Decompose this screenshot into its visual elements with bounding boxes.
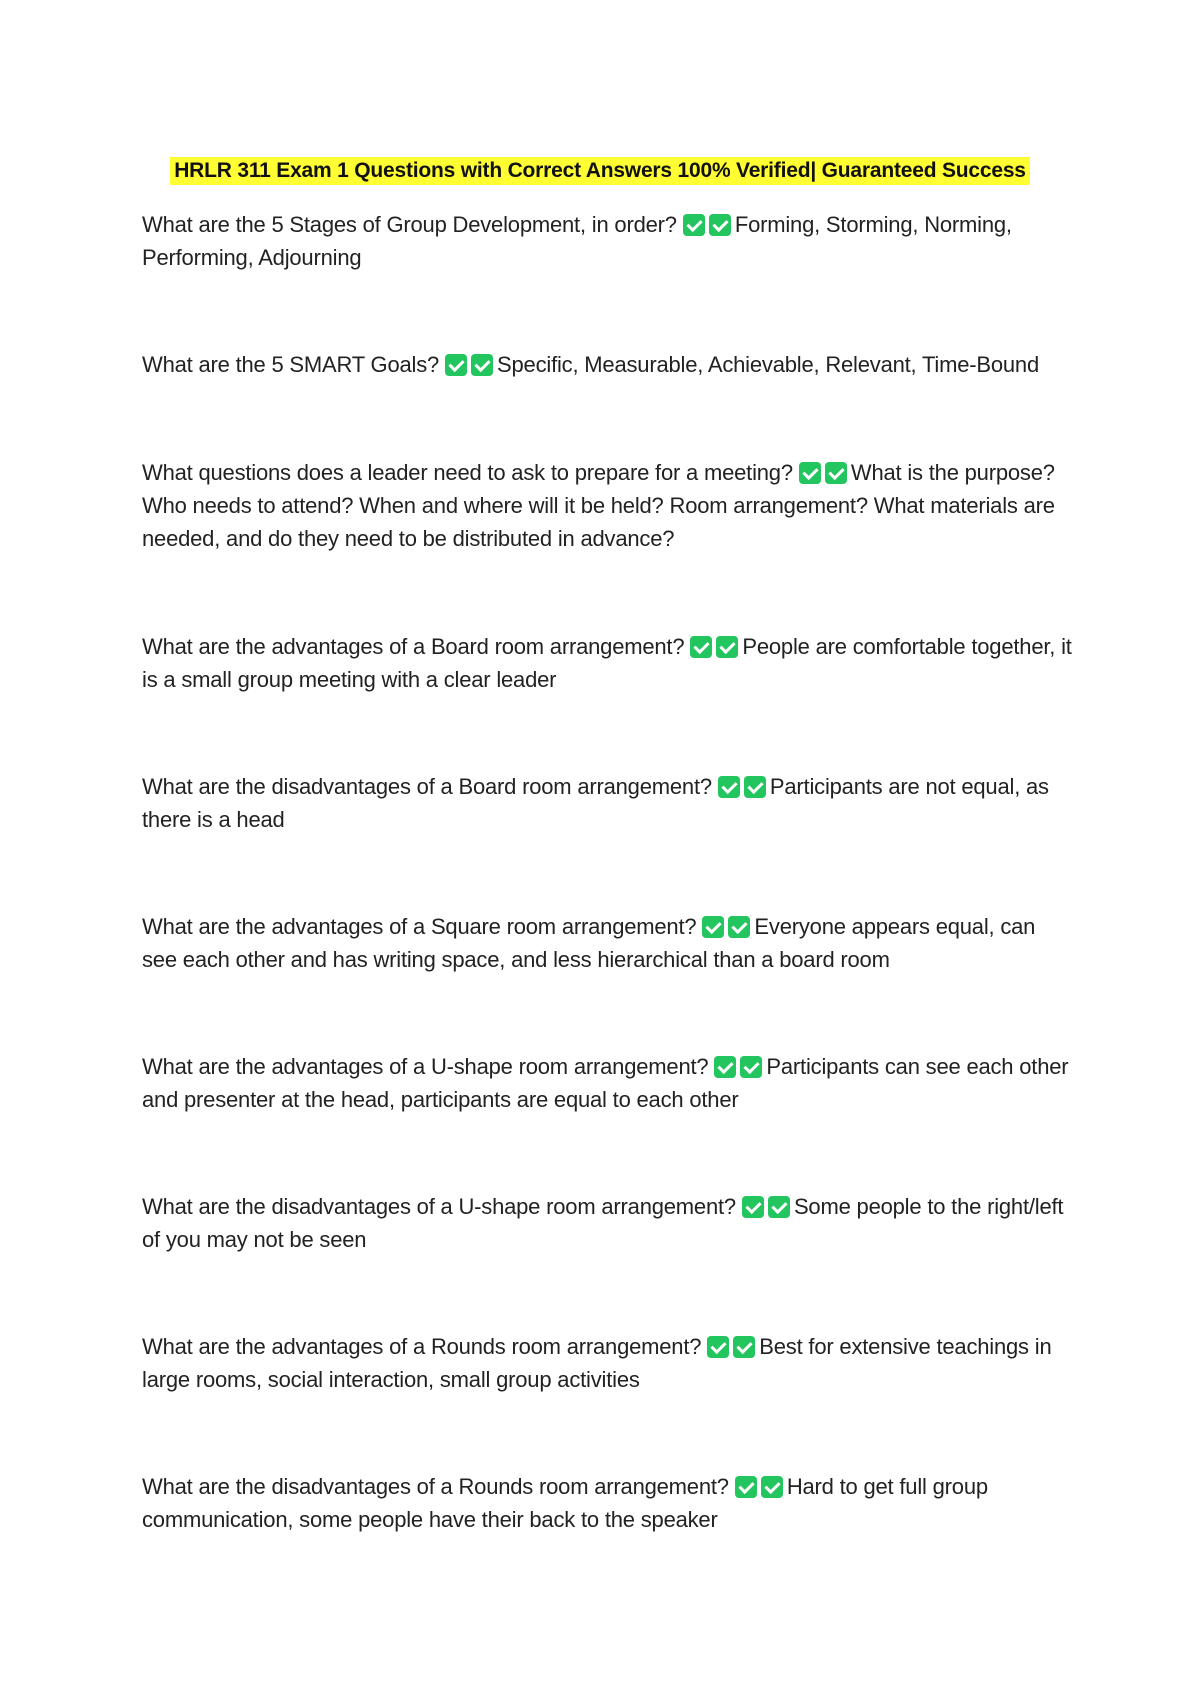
check-icon xyxy=(707,1336,729,1358)
question-text: What are the advantages of a U-shape room arrangement? xyxy=(142,1054,709,1079)
answer-text: Participants are not equal, as there is a head xyxy=(142,774,1049,832)
answer-text: People are comfortable together, it is a small group meeting with a clear leader xyxy=(142,634,1072,692)
qa-item-4 xyxy=(142,630,1072,696)
qa-item-7 xyxy=(142,1050,1072,1116)
answer-text: What is the purpose? Who needs to attend? When and where will it be held? Room arrangement? What materials are needed, and do they need to be distributed in advance? xyxy=(142,460,1055,551)
check-icon xyxy=(702,916,724,938)
document-title: HRLR 311 Exam 1 Questions with Correct Answers 100% Verified| Guaranteed Success xyxy=(170,157,1030,185)
answer-text: Hard to get full group communication, some people have their back to the speaker xyxy=(142,1474,988,1532)
answer-text: Best for extensive teachings in large rooms, social interaction, small group activities xyxy=(142,1334,1052,1392)
check-icon xyxy=(714,1056,736,1078)
check-icon xyxy=(471,354,493,376)
check-icon xyxy=(740,1056,762,1078)
check-icon xyxy=(735,1476,757,1498)
question-text: What are the advantages of a Board room arrangement? xyxy=(142,634,685,659)
answer-text: Forming, Storming, Norming, Performing, Adjourning xyxy=(142,212,1012,270)
check-icon xyxy=(799,462,821,484)
question-text: What are the 5 SMART Goals? xyxy=(142,352,440,377)
qa-item-8 xyxy=(142,1190,1072,1256)
answer-text: Participants can see each other and presenter at the head, participants are equal to each other xyxy=(142,1054,1069,1112)
qa-item-5 xyxy=(142,770,1072,836)
question-text: What questions does a leader need to ask to prepare for a meeting? xyxy=(142,460,793,485)
question-text: What are the advantages of a Square room arrangement? xyxy=(142,914,697,939)
check-icon xyxy=(733,1336,755,1358)
question-text: What are the disadvantages of a U-shape room arrangement? xyxy=(142,1194,736,1219)
check-icon xyxy=(445,354,467,376)
qa-item-3 xyxy=(142,456,1072,555)
qa-item-6 xyxy=(142,910,1072,976)
check-icon xyxy=(709,214,731,236)
title-row xyxy=(0,157,1200,185)
question-text: What are the disadvantages of a Rounds room arrangement? xyxy=(142,1474,729,1499)
answer-text: Some people to the right/left of you may not be seen xyxy=(142,1194,1064,1252)
check-icon xyxy=(716,636,738,658)
check-icon xyxy=(825,462,847,484)
check-icon xyxy=(744,776,766,798)
check-icon xyxy=(761,1476,783,1498)
check-icon xyxy=(718,776,740,798)
question-text: What are the disadvantages of a Board room arrangement? xyxy=(142,774,712,799)
question-text: What are the advantages of a Rounds room arrangement? xyxy=(142,1334,702,1359)
question-text: What are the 5 Stages of Group Development, in order? xyxy=(142,212,677,237)
qa-item-2 xyxy=(142,348,1072,381)
answer-text: Everyone appears equal, can see each other and has writing space, and less hierarchical than a board room xyxy=(142,914,1036,972)
qa-item-9 xyxy=(142,1330,1072,1396)
qa-item-1 xyxy=(142,208,1072,274)
check-icon xyxy=(768,1196,790,1218)
check-icon xyxy=(683,214,705,236)
check-icon xyxy=(728,916,750,938)
check-icon xyxy=(690,636,712,658)
answer-text: Specific, Measurable, Achievable, Relevant, Time-Bound xyxy=(497,352,1039,377)
check-icon xyxy=(742,1196,764,1218)
qa-item-10 xyxy=(142,1470,1072,1536)
